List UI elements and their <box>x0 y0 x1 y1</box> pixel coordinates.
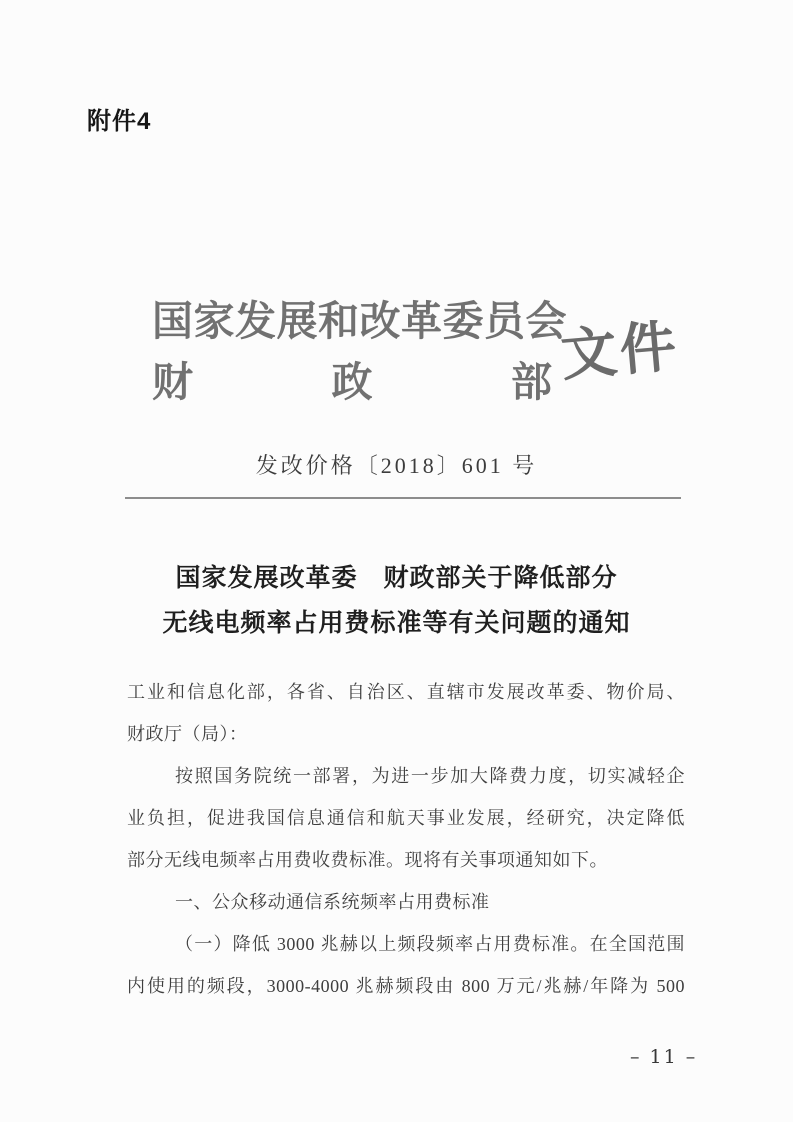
document-title-line1: 国家发展改革委 财政部关于降低部分 <box>175 565 618 592</box>
body-line: 按照国务院统一部署，为进一步加大降费力度，切实减轻企 <box>175 766 685 786</box>
body-line: （一）降低 3000 兆赫以上频段频率占用费标准。在全国范围 <box>175 934 685 954</box>
org-char: 财 <box>152 359 193 405</box>
body-line: 部分无线电频率占用费收费标准。现将有关事项通知如下。 <box>127 850 608 870</box>
issuing-org-ndrc: 国家发展和改革委员会 <box>152 298 567 344</box>
document-title <box>0 556 793 646</box>
body-line: 财政厅（局）： <box>127 724 248 744</box>
page-number: – 11 – <box>630 1046 698 1068</box>
document-number: 发改价格〔2018〕601 号 <box>255 453 538 478</box>
body-line: 工业和信息化部，各省、自治区、直辖市发展改革委、物价局、 <box>127 682 685 702</box>
body-line: 业负担，促进我国信息通信和航天事业发展，经研究，决定降低 <box>127 808 685 828</box>
org-char: 部 <box>511 359 552 405</box>
body-line: 内使用的频段，3000-4000 兆赫频段由 800 万元/兆赫/年降为 500 <box>127 976 685 996</box>
document-title-line2: 无线电频率占用费标准等有关问题的通知 <box>162 610 631 637</box>
body-line: 一、公众移动通信系统频率占用费标准 <box>175 892 490 912</box>
issuing-org-mof <box>152 353 552 411</box>
document-type-label: 文件 <box>558 315 682 389</box>
document-body <box>127 671 685 1007</box>
attachment-label: 附件4 <box>87 108 152 135</box>
org-char: 政 <box>331 359 373 405</box>
letterhead <box>152 290 682 411</box>
separator-line <box>125 497 681 499</box>
